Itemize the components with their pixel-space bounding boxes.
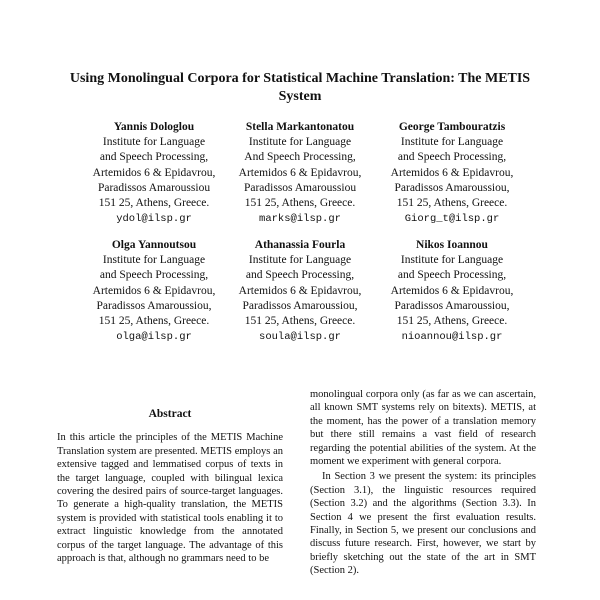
abstract-heading: Abstract xyxy=(148,408,192,420)
affiliation-line: Artemidos 6 & Epidavrou, xyxy=(238,284,362,297)
author-name: Yannis Dologlou xyxy=(113,121,195,133)
right-column xyxy=(310,388,536,578)
author-block xyxy=(377,238,527,345)
affiliation-line: Institute for Language xyxy=(400,254,504,267)
affiliation-line: Paradissos Amaroussiou, xyxy=(96,299,212,312)
author-email[interactable]: marks@ilsp.gr xyxy=(259,213,341,226)
affiliation-line: Paradissos Amaroussiou xyxy=(97,181,211,194)
affiliation-line: Artemidos 6 & Epidavrou, xyxy=(390,284,514,297)
author-name: Stella Markantonatou xyxy=(245,121,355,133)
affiliation-line: Paradissos Amaroussiou, xyxy=(394,181,510,194)
paper-title: Using Monolingual Corpora for Statistical Machine Translation: The METIS System xyxy=(69,71,531,104)
affiliation-line: Artemidos 6 & Epidavrou, xyxy=(390,166,514,179)
author-name: Olga Yannoutsou xyxy=(111,239,197,251)
affiliation-line: and Speech Processing, xyxy=(397,269,507,282)
affiliation-line: and Speech Processing, xyxy=(99,151,209,164)
affiliation-line: Institute for Language xyxy=(248,254,352,267)
affiliation-line: 151 25, Athens, Greece. xyxy=(244,315,356,328)
affiliation-line: Paradissos Amaroussiou, xyxy=(242,299,358,312)
affiliation-line: and Speech Processing, xyxy=(245,269,355,282)
body-paragraph: monolingual corpora only (as far as we can ascertain, all known SMT systems rely on bitexts). METIS, at the moment, has the power of a translation memory but there still remains a vast field of research regarding the potential abilities of the system. At the moment we experiment with general corpora. xyxy=(310,389,536,468)
affiliation-line: Paradissos Amaroussiou xyxy=(243,181,357,194)
affiliation-line: Institute for Language xyxy=(248,136,352,149)
author-email[interactable]: olga@ilsp.gr xyxy=(116,331,192,344)
abstract-body: In this article the principles of the METIS Machine Translation system are presented. METIS employs an extensive tagged and lemmatised corpus of texts in the target language, coupled with bilingual lexica covering the desired pairs of source-target languages. To generate a high-quality translation, the METIS system is provided with statistical tools enabling it to extract linguistic knowledge from the annotated corpus of the target language. The advantage of this approach is that, although no grammars need to be xyxy=(57,432,283,565)
affiliation-line: Artemidos 6 & Epidavrou, xyxy=(92,166,216,179)
author-name: Athanassia Fourla xyxy=(254,239,346,251)
author-block xyxy=(225,120,375,227)
author-name: George Tambouratzis xyxy=(398,121,506,133)
affiliation-line: and Speech Processing, xyxy=(397,151,507,164)
affiliation-line: and Speech Processing, xyxy=(99,269,209,282)
affiliation-line: Artemidos 6 & Epidavrou, xyxy=(238,166,362,179)
affiliation-line: Paradissos Amaroussiou, xyxy=(394,299,510,312)
affiliation-line: 151 25, Athens, Greece. xyxy=(396,315,508,328)
abstract-section xyxy=(57,408,283,565)
affiliation-line: 151 25, Athens, Greece. xyxy=(98,315,210,328)
author-block xyxy=(79,238,229,345)
author-block xyxy=(377,120,527,227)
body-paragraph: In Section 3 we present the system: its principles (Section 3.1), the linguistic resources required (Section 3.2) and the algorithms (Section 3.3). In Section 4 we present the first evaluation results. Finally, in Section 5, we present our conclusions and discuss future research. First, however, we start by briefly sketching out the state of the art in SMT (Section 2). xyxy=(310,471,536,577)
affiliation-line: Institute for Language xyxy=(400,136,504,149)
affiliation-line: Institute for Language xyxy=(102,136,206,149)
author-email[interactable]: ydol@ilsp.gr xyxy=(116,213,192,226)
author-name: Nikos Ioannou xyxy=(416,239,488,251)
author-email[interactable]: Giorg_t@ilsp.gr xyxy=(404,213,500,226)
affiliation-line: 151 25, Athens, Greece. xyxy=(98,197,210,210)
author-block xyxy=(79,120,229,227)
author-block xyxy=(225,238,375,345)
affiliation-line: And Speech Processing, xyxy=(244,151,356,164)
affiliation-line: Institute for Language xyxy=(102,254,206,267)
affiliation-line: 151 25, Athens, Greece. xyxy=(244,197,356,210)
affiliation-line: 151 25, Athens, Greece. xyxy=(396,197,508,210)
affiliation-line: Artemidos 6 & Epidavrou, xyxy=(92,284,216,297)
author-email[interactable]: nioannou@ilsp.gr xyxy=(401,331,503,344)
author-email[interactable]: soula@ilsp.gr xyxy=(259,331,341,344)
